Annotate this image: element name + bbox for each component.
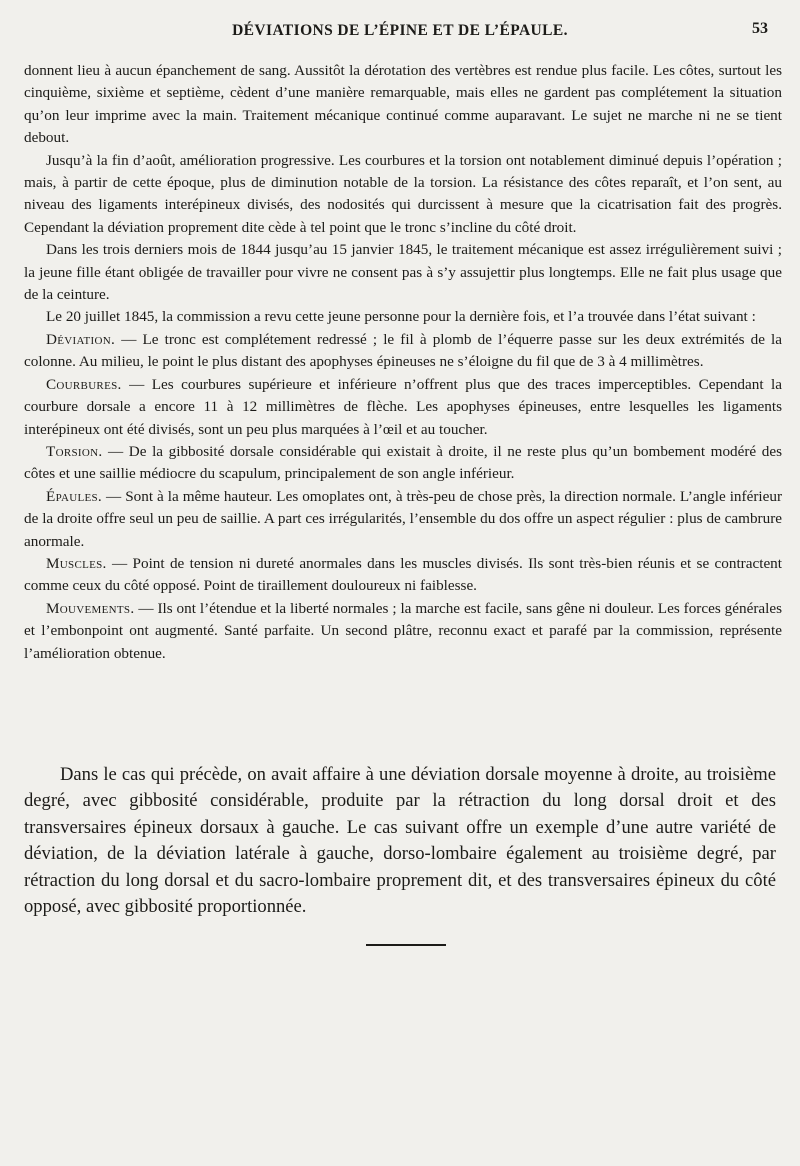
section-epaules — [24, 486, 782, 553]
section-label-torsion: Torsion. — [46, 442, 103, 460]
section-mouvements — [24, 598, 782, 665]
paragraph-commission-visit: Le 20 juillet 1845, la commission a revu cette jeune personne pour la dernière fois, et l’a trouvée dans l’état suivant : — [46, 308, 756, 326]
page-number: 53 — [752, 20, 768, 37]
section-muscles — [24, 553, 782, 598]
section-text-torsion: — De la gibbosité dorsale considérable qui existait à droite, il ne reste plus qu’un bombement modéré des côtes et une saillie médiocre du scapulum, principalement de son angle inférieur. — [24, 442, 782, 483]
section-torsion — [24, 441, 782, 486]
section-label-mouvements: Mouvements. — [46, 599, 135, 617]
section-deviation — [24, 329, 782, 374]
section-courbures — [24, 374, 782, 441]
section-text-courbures: — Les courbures supérieure et inférieure n’offrent plus que des traces imperceptibles. Cependant la courbure dorsale a encore 11 à 12 millimètres de flèche. Les apophyses épineuses, entre lesquelles les ligaments interépineux ont été divisés, sont un peu plus marquées à l’œil et au toucher. — [24, 375, 782, 438]
paragraph-continuation: donnent lieu à aucun épanchement de sang. Aussitôt la dérotation des vertèbres est rendue plus facile. Les côtes, surtout les cinquième, sixième et septième, cèdent d’une manière remarquable, mais elles ne gardent pas complétement la situation qu’on leur imprime avec la main. Traitement mécanique continué comme auparavant. Le sujet ne marche ni ne se tient debout. — [24, 62, 782, 147]
paragraph-august-progress: Jusqu’à la fin d’août, amélioration progressive. Les courbures et la torsion ont notablement diminué depuis l’opération ; mais, à partir de cette époque, plus de diminution notable de la torsion. La résistance des côtes reparaît, et l’on sent, au niveau des ligaments interépineux divisés, des nodosités qui durcissent à mesure que la cicatrisation fait des progrès. Cependant la déviation proprement dite cède à tel point que le tronc s’incline du côté droit. — [24, 151, 782, 236]
body-text — [24, 60, 782, 665]
end-rule — [366, 944, 446, 946]
section-label-courbures: Courbures. — [46, 375, 122, 393]
section-text-deviation: — Le tronc est complétement redressé ; le fil à plomb de l’équerre passe sur les deux extrémités de la colonne. Au milieu, le point le plus distant des apophyses épineuses ne s’éloigne du fil que de 3 à 4 millimètres. — [24, 330, 782, 371]
section-text-muscles: — Point de tension ni dureté anormales dans les muscles divisés. Ils sont très-bien réunis et se contractent comme ceux du côté opposé. Point de tiraillement douloureux ni faiblesse. — [24, 554, 782, 595]
section-text-epaules: — Sont à la même hauteur. Les omoplates ont, à très-peu de chose près, la direction normale. L’angle inférieur de la droite offre seul un peu de saillie. A part ces irrégularités, l’ensemble du dos offre un aspect régulier : plus de cambrure anormale. — [24, 487, 782, 550]
section-label-deviation: Déviation. — [46, 330, 116, 348]
running-header — [0, 18, 800, 46]
section-label-muscles: Muscles. — [46, 554, 107, 572]
summary-paragraph: Dans le cas qui précède, on avait affaire à une déviation dorsale moyenne à droite, au troisième degré, avec gibbosité considérable, produite par la rétraction du long dorsal droit et des transversaires épineux dorsaux à gauche. Le cas suivant offre un exemple d’une autre variété de déviation, de la déviation latérale à gauche, dorso-lombaire également au troisième degré, par rétraction du long dorsal et du sacro-lombaire proprement dit, et des transversaires épineux du côté opposé, avec gibbosité proportionnée. — [24, 764, 776, 918]
section-text-mouvements: — Ils ont l’étendue et la liberté normales ; la marche est facile, sans gêne ni douleur. Les forces générales et l’embonpoint ont augmenté. Santé parfaite. Un second plâtre, reconnu exact et parafé par la commission, représente l’amélioration obtenue. — [24, 599, 782, 662]
section-label-epaules: Épaules. — [46, 487, 103, 505]
paragraph-late-1844: Dans les trois derniers mois de 1844 jusqu’au 15 janvier 1845, le traitement mécanique est assez irrégulièrement suivi ; la jeune fille étant obligée de travailler pour vivre ne consent pas à s’y assujettir plus longtemps. Elle ne fait plus usage que de la ceinture. — [24, 241, 782, 304]
running-title: DÉVIATIONS DE L’ÉPINE ET DE L’ÉPAULE. — [232, 22, 568, 39]
